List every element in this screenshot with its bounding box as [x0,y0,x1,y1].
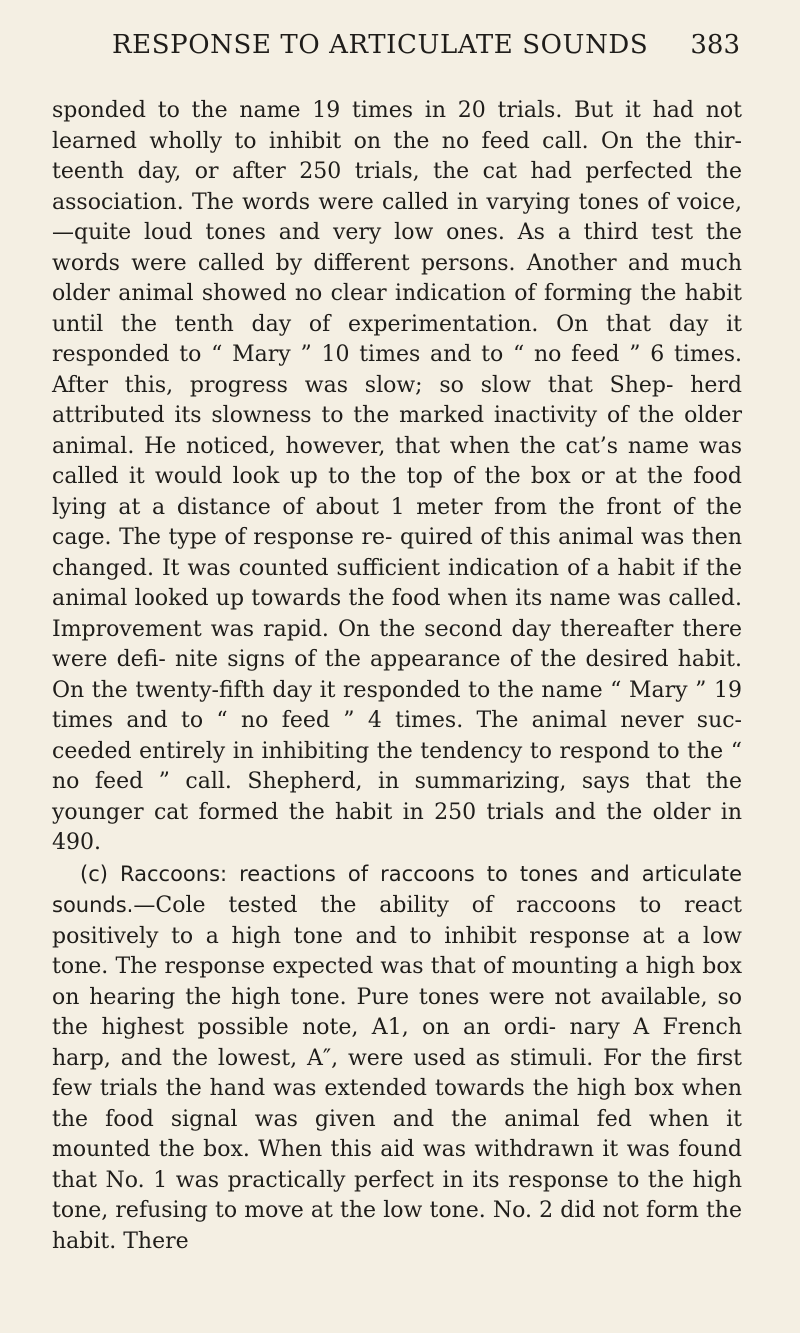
page-number: 383 [690,30,740,60]
running-title: RESPONSE TO ARTICULATE SOUNDS [112,30,649,60]
paragraph-raccoons [52,859,742,1258]
paragraph-raccoons-text: —Cole tested the ability of raccoons to react positively to a high tone and to inhibit response at a low tone. The response expected was that of mounting a high box on hearing the high tone. Pure tones were not available, so the highest possible note, A1, on an ordi- nary A French harp, and the lowest, A″, were used as stimuli. For the first few trials the hand was extended towards the high box when the food signal was given and the animal fed when it mounted the box. When this aid was withdrawn it was found that No. 1 was practically perfect in its response to the high tone, refusing to move at the low tone. No. 2 did not form the habit. There [52,893,742,1254]
running-head [82,30,740,70]
section-heading-raccoons: (c) Raccoons: reactions of raccoons to tones and articulate sounds. [52,861,742,917]
paragraph-cat-experiment: sponded to the name 19 times in 20 trials. But it had not learned wholly to inhibit on the no feed call. On the thir- teenth day, or after 250 trials, the cat had perfected the association. The words were called in varying tones of voice,—quite loud tones and very low ones. As a third test the words were called by different persons. Another and much older animal showed no clear indication of forming the habit until the tenth day of experimentation. On that day it responded to “ Mary ” 10 times and to “ no feed ” 6 times. After this, progress was slow; so slow that Shep- herd attributed its slowness to the marked inactivity of the older animal. He noticed, however, that when the cat’s name was called it would look up to the top of the box or at the food lying at a distance of about 1 meter from the front of the cage. The type of response re- quired of this animal was then changed. It was counted sufficient indication of a habit if the animal looked up towards the food when its name was called. Improvement was rapid. On the second day thereafter there were defi- nite signs of the appearance of the desired habit. On the twenty-fifth day it responded to the name “ Mary ” 19 times and to “ no feed ” 4 times. The animal never suc- ceeded entirely in inhibiting the tendency to respond to the “ no feed ” call. Shepherd, in summarizing, says that the younger cat formed the habit in 250 trials and the older in 490. [52,98,742,855]
body-text [52,96,742,1257]
